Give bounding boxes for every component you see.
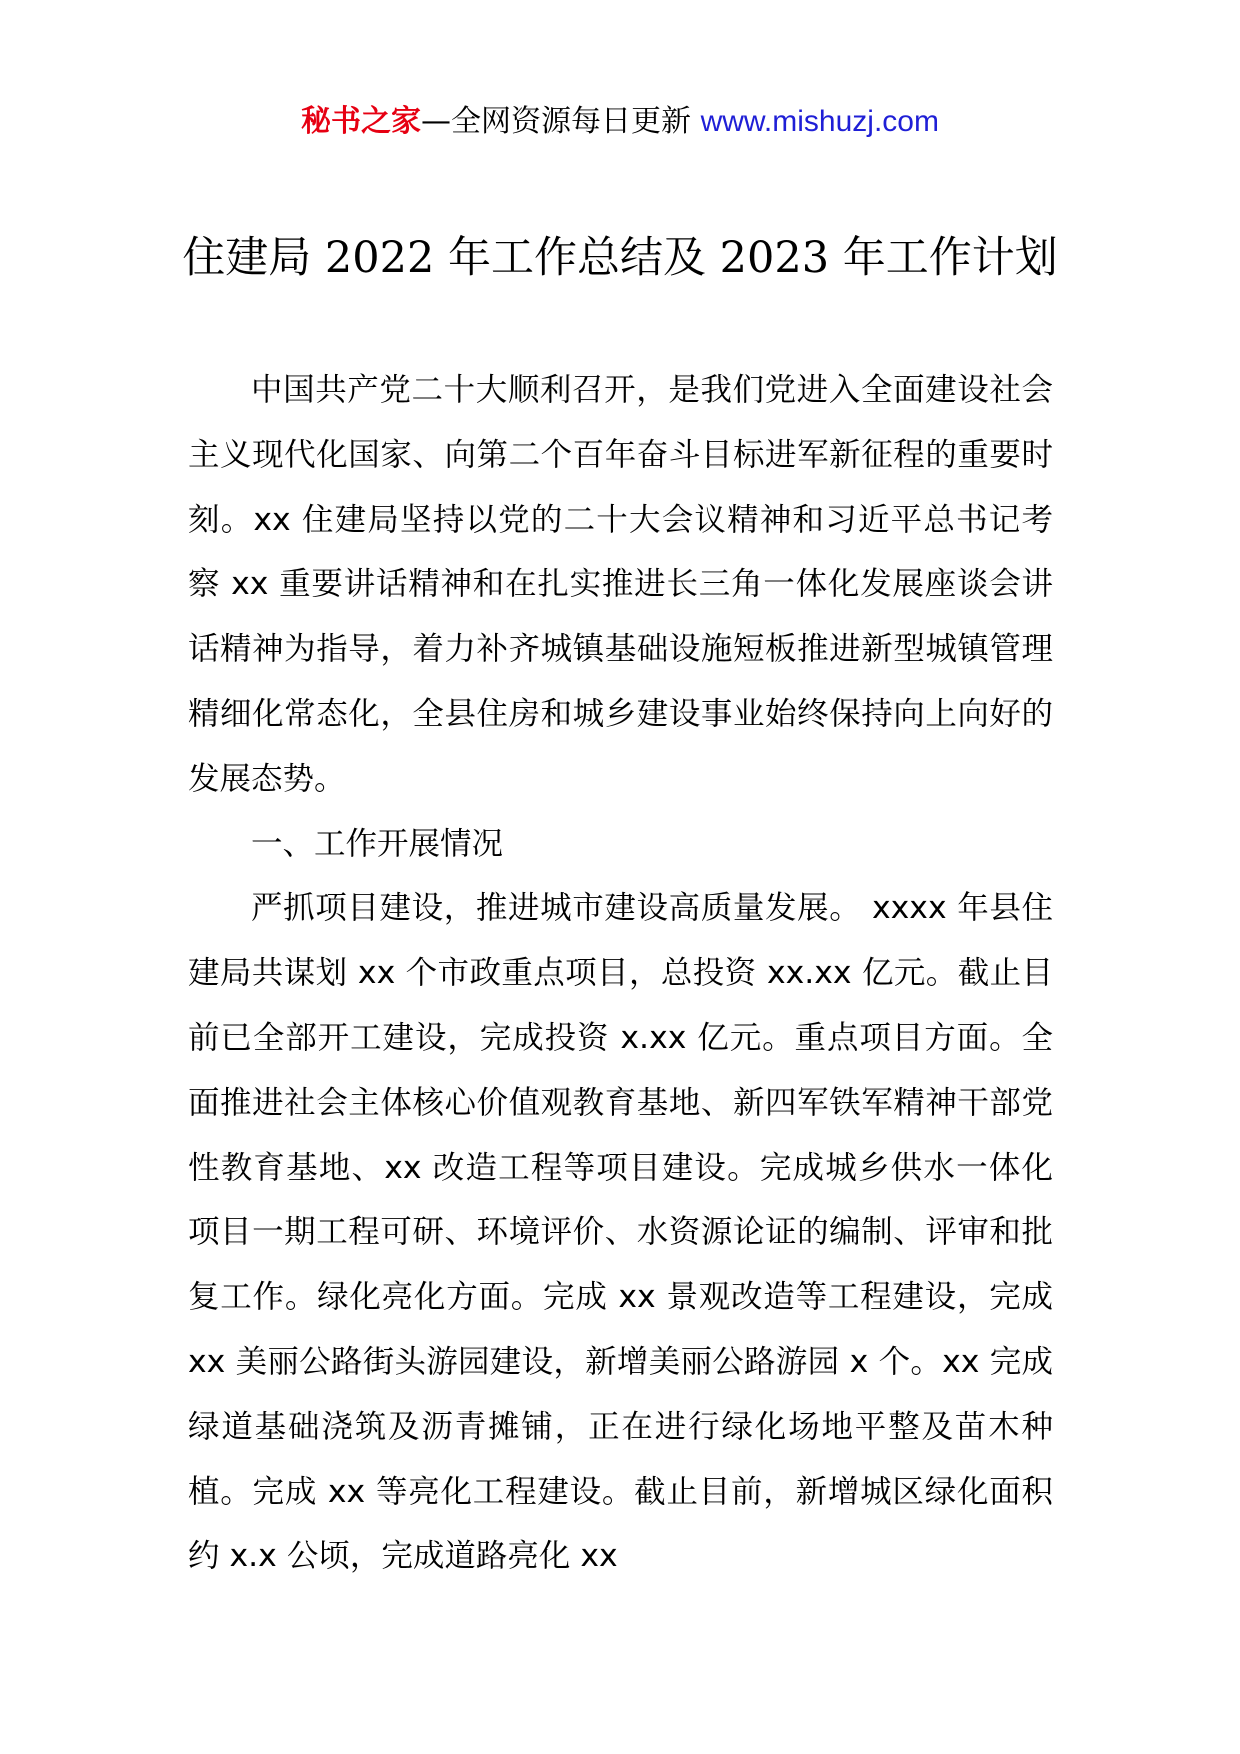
brand-tagline: —全网资源每日更新: [421, 104, 701, 139]
section-heading: 一、工作开展情况: [251, 825, 504, 862]
document-body: [188, 358, 1053, 1589]
site-url-link[interactable]: www.mishuzj.com: [700, 105, 939, 138]
project-paragraph: 严抓项目建设，推进城市建设高质量发展。 xxxx 年县住建局共谋划 xx 个市政重点项目，总投资 xx.xx 亿元。截止目前已全部开工建设，完成投资 x.xx 亿元。重点项目方面。全面推进社会主体核心价值观教育基地、新四军铁军精神干部党性教育基地、xx 改造工程等项目建设。完成城乡供水一体化项目一期工程可研、环境评价、水资源论证的编制、评审和批复工作。绿化亮化方面。完成 xx 景观改造等工程建设，完成 xx 美丽公路街头游园建设，新增美丽公路游园 x 个。xx 完成绿道基础浇筑及沥青摊铺，正在进行绿化场地平整及苗木种植。完成 xx 等亮化工程建设。截止目前，新增城区绿化面积约 x.x 公顷，完成道路亮化 xx: [188, 890, 1053, 1575]
brand-name: 秘书之家: [301, 104, 422, 139]
document-title: 住建局 2022 年工作总结及 2023 年工作计划: [182, 233, 1058, 283]
header-banner: [0, 100, 1240, 144]
intro-paragraph: 中国共产党二十大顺利召开，是我们党进入全面建设社会主义现代化国家、向第二个百年奋斗目标进军新征程的重要时刻。xx 住建局坚持以党的二十大会议精神和习近平总书记考察 xx 重要讲话精神和在扎实推进长三角一体化发展座谈会讲话精神为指导，着力补齐城镇基础设施短板推进新型城镇管理精细化常态化，全县住房和城乡建设事业始终保持向上向好的发展态势。: [188, 372, 1053, 797]
